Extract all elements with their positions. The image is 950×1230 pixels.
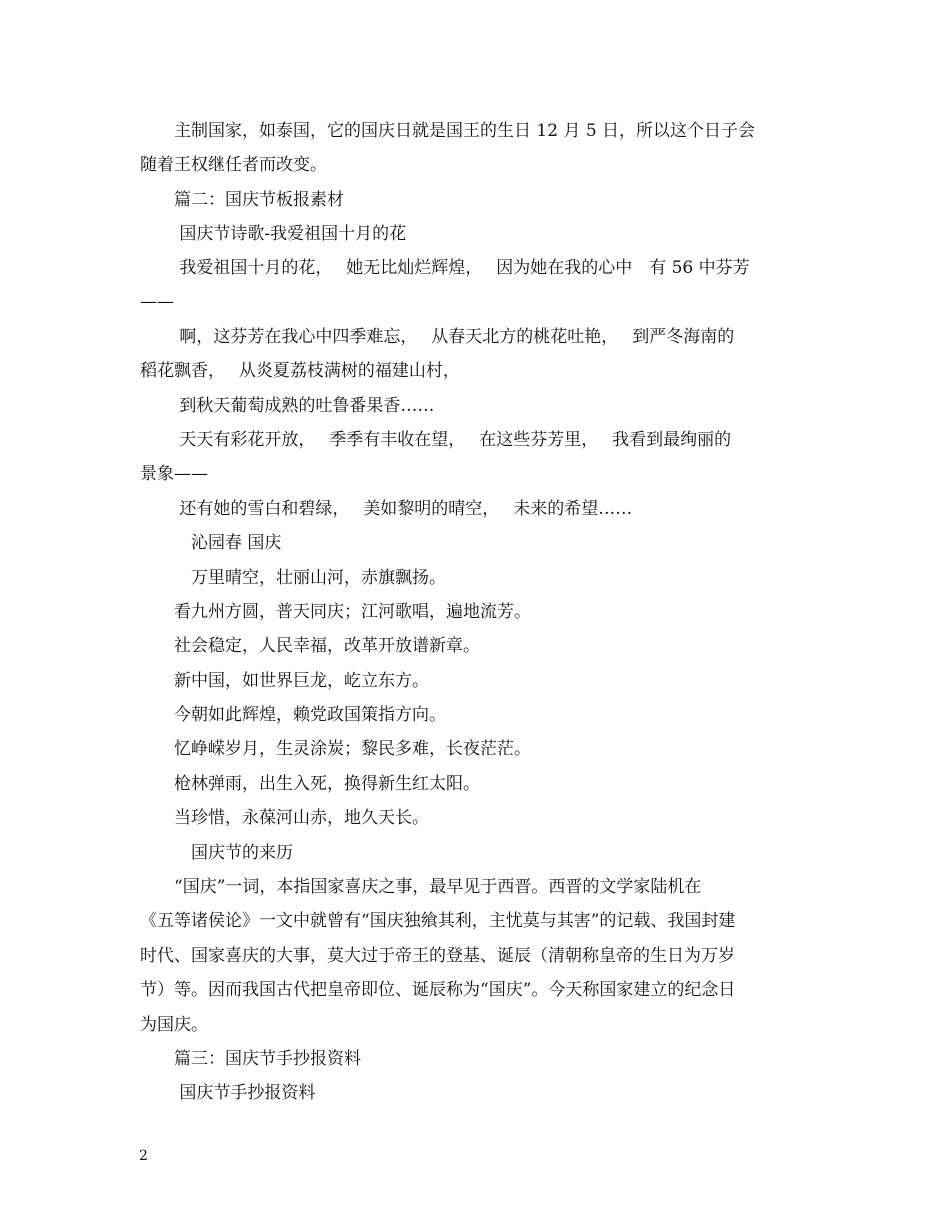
text-line: 为国庆。 — [140, 1015, 208, 1035]
text-line: 随着王权继任者而改变。 — [140, 155, 327, 175]
text-line: 啊，这芬芳在我心中四季难忘， 从春天北方的桃花吐艳， 到严冬海南的 — [140, 327, 735, 347]
text-line: 到秋天葡萄成熟的吐鲁番果香…… — [140, 396, 435, 416]
text-line: 万里晴空，壮丽山河，赤旗飘扬。 — [140, 568, 446, 588]
text-line: 《五等诸侯论》一文中就曾有“国庆独飨其利，主忧莫与其害”的记载、我国封建 — [140, 911, 736, 931]
text-line: 忆峥嵘岁月，生灵涂炭；黎民多难，长夜茫茫。 — [140, 739, 531, 759]
text-line: 新中国，如世界巨龙，屹立东方。 — [140, 671, 429, 691]
text-line: —— — [140, 292, 174, 312]
section-heading: 篇三：国庆节手抄报资料 — [140, 1049, 361, 1069]
text-line: 天天有彩花开放， 季季有丰收在望， 在这些芬芳里， 我看到最绚丽的 — [140, 430, 732, 450]
text-line: 稻花飘香， 从炎夏荔枝满树的福建山村， — [140, 361, 460, 381]
poem-title: 国庆节诗歌-我爱祖国十月的花 — [140, 224, 407, 244]
section-heading: 篇二：国庆节板报素材 — [140, 190, 344, 210]
text-line: 国庆节手抄报资料 — [140, 1083, 316, 1103]
text-line: 社会稳定，人民幸福，改革开放谱新章。 — [140, 636, 480, 656]
section-subheading: 国庆节的来历 — [140, 843, 293, 863]
text-line: 还有她的雪白和碧绿， 美如黎明的晴空， 未来的希望…… — [140, 499, 633, 519]
text-line: 枪林弹雨，出生入死，换得新生红太阳。 — [140, 774, 480, 794]
text-line: 节）等。因而我国古代把皇帝即位、诞辰称为“国庆”。今天称国家建立的纪念日 — [140, 980, 736, 1000]
text-line: 时代、国家喜庆的大事，莫大过于帝王的登基、诞辰（清朝称皇帝的生日为万岁 — [140, 946, 735, 966]
text-line: 看九州方圆，普天同庆；江河歌唱，遍地流芳。 — [140, 602, 531, 622]
text-line: 景象—— — [140, 464, 208, 484]
text-line: “国庆”一词，本指国家喜庆之事，最早见于西晋。西晋的文学家陆机在 — [140, 877, 702, 897]
text-line: 当珍惜，永葆河山赤，地久天长。 — [140, 808, 429, 828]
text-line: 今朝如此辉煌，赖党政国策指方向。 — [140, 705, 446, 725]
page-number: 2 — [139, 1148, 148, 1164]
text-line: 我爱祖国十月的花， 她无比灿烂辉煌， 因为她在我的心中 有 56 中芬芳 — [140, 258, 750, 278]
poem-title: 沁园春 国庆 — [140, 533, 282, 553]
text-line: 主制国家，如泰国，它的国庆日就是国王的生日 12 月 5 日，所以这个日子会 — [140, 121, 756, 141]
